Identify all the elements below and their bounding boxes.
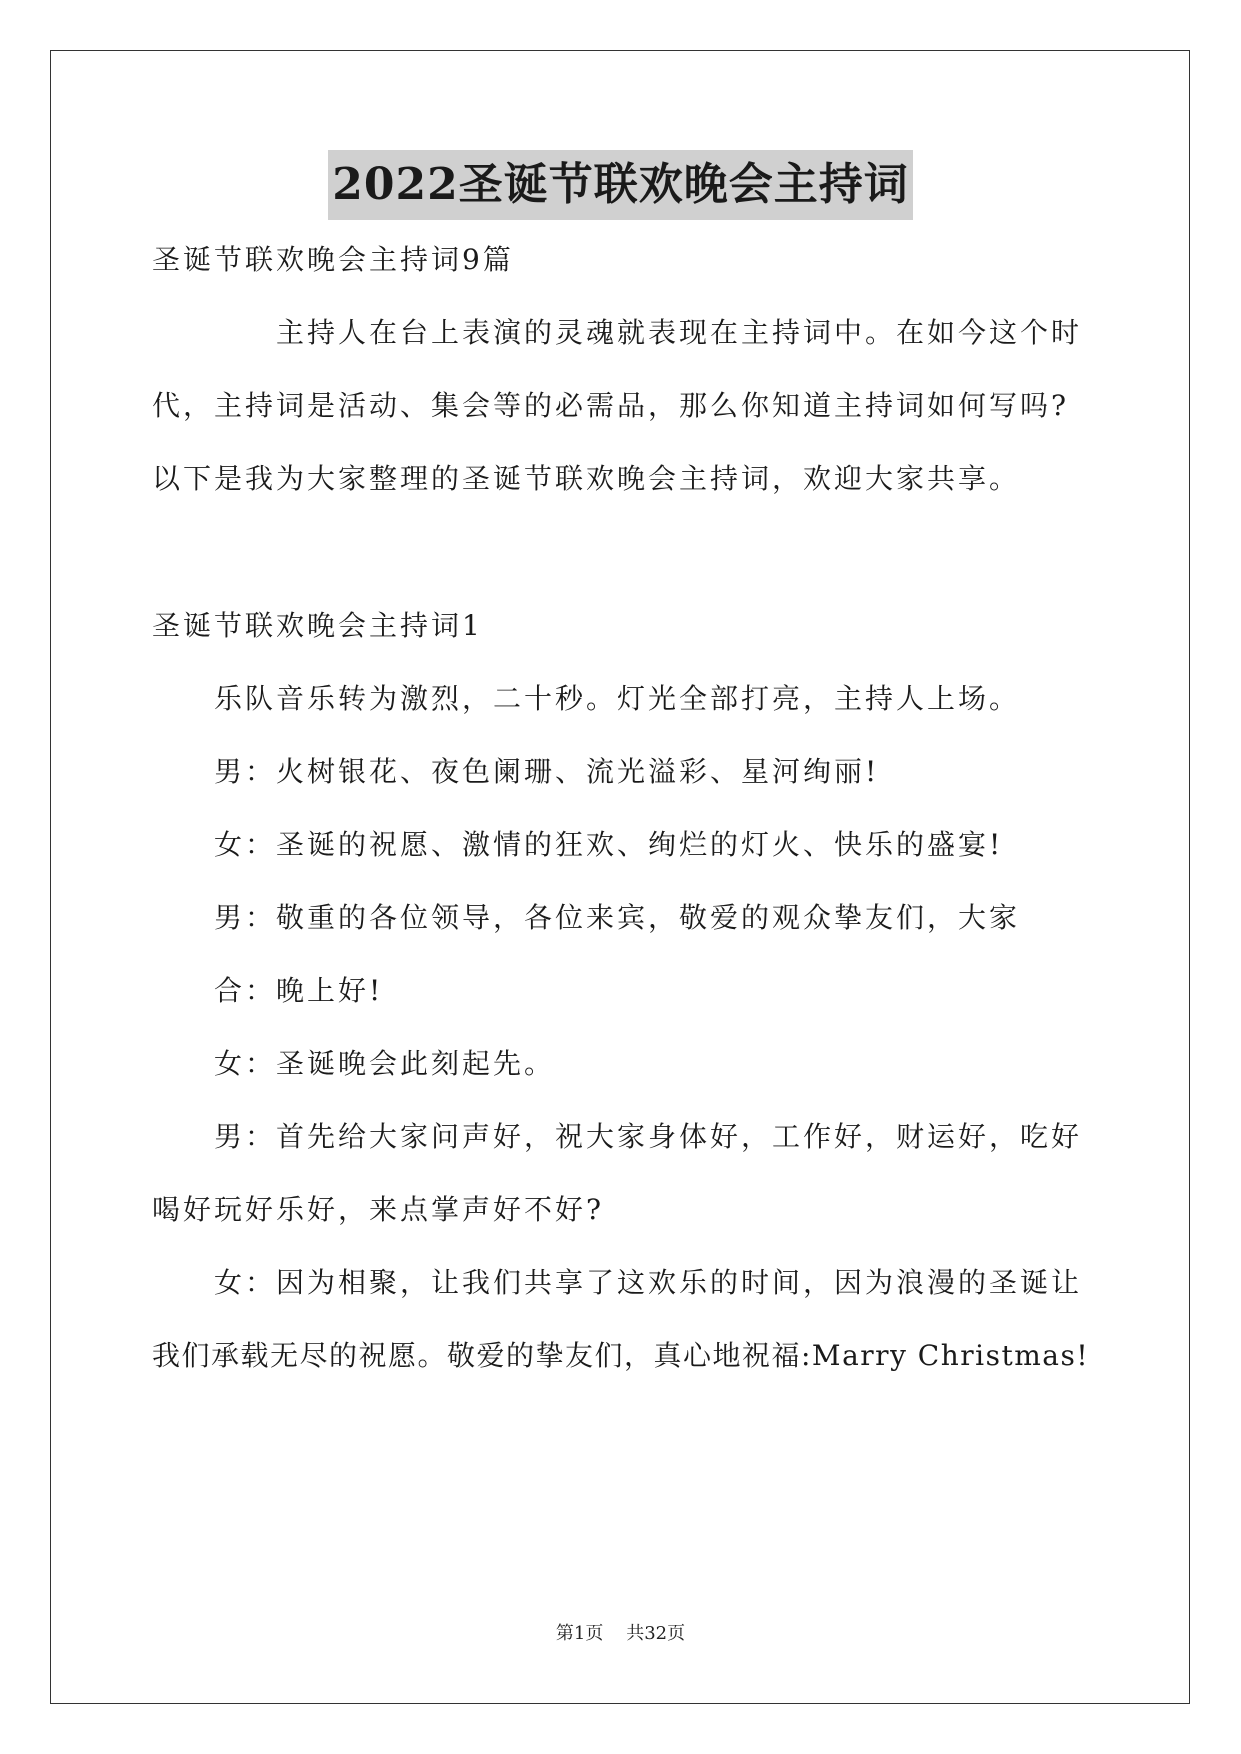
dialogue-line: 合：晚上好! — [214, 974, 384, 1007]
document-title: 2022圣诞节联欢晚会主持词 — [328, 150, 912, 220]
title-container — [0, 150, 1241, 220]
dialogue-line: 喝好玩好乐好，来点掌声好不好? — [152, 1193, 605, 1226]
subtitle-line: 圣诞节联欢晚会主持词9篇 — [152, 243, 514, 276]
dialogue-line: 女：因为相聚，让我们共享了这欢乐的时间，因为浪漫的圣诞让 — [214, 1266, 1083, 1299]
paragraph-line: 代，主持词是活动、集会等的必需品，那么你知道主持词如何写吗? — [152, 389, 1070, 422]
dialogue-line: 男：首先给大家问声好，祝大家身体好，工作好，财运好，吃好 — [214, 1120, 1083, 1153]
paragraph-line: 主持人在台上表演的灵魂就表现在主持词中。在如今这个时 — [276, 316, 1083, 349]
paragraph-line: 以下是我为大家整理的圣诞节联欢晚会主持词，欢迎大家共享。 — [152, 462, 1021, 495]
page-footer — [0, 1622, 1241, 1646]
dialogue-line: 男：火树银花、夜色阑珊、流光溢彩、星河绚丽! — [214, 755, 880, 788]
dialogue-line: 男：敬重的各位领导，各位来宾，敬爱的观众挚友们，大家 — [214, 901, 1021, 934]
dialogue-line: 女：圣诞的祝愿、激情的狂欢、绚烂的灯火、快乐的盛宴! — [214, 828, 1004, 861]
paragraph-line: 乐队音乐转为激烈，二十秒。灯光全部打亮，主持人上场。 — [214, 682, 1021, 715]
page-total: 共32页 — [626, 1623, 686, 1644]
section-heading: 圣诞节联欢晚会主持词1 — [152, 609, 483, 642]
page-border — [50, 50, 1190, 1704]
dialogue-line: 我们承载无尽的祝愿。敬爱的挚友们，真心地祝福:Marry Christmas! — [152, 1339, 1090, 1372]
page-number: 第1页 — [555, 1623, 604, 1644]
dialogue-line: 女：圣诞晚会此刻起先。 — [214, 1047, 556, 1080]
